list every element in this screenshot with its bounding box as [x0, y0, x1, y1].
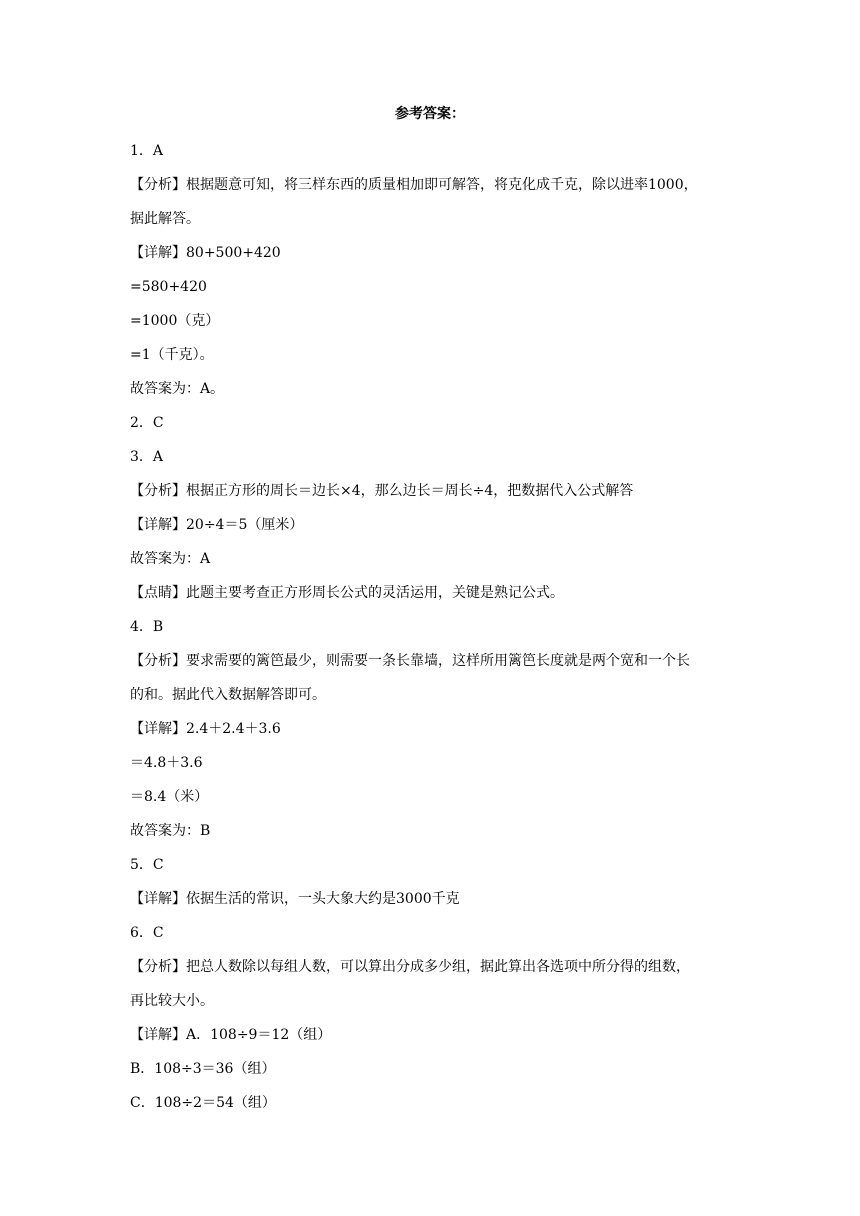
answer-line: 【点睛】此题主要考查正方形周长公式的灵活运用，关键是熟记公式。	[130, 585, 564, 601]
answer-line: =1（千克）。	[130, 347, 214, 363]
answer-line: 3．A	[130, 449, 164, 465]
answer-line: B．108÷3＝36（组）	[130, 1061, 276, 1077]
answer-line: 【分析】根据正方形的周长＝边长×4，那么边长＝周长÷4，把数据代入公式解答	[130, 483, 634, 499]
answer-line: ＝8.4（米）	[130, 789, 209, 805]
answer-line: 【详解】A．108÷9＝12（组）	[130, 1027, 332, 1043]
answer-line: 4．B	[130, 619, 164, 635]
page-title: 参考答案：	[395, 106, 465, 122]
answer-line: 【分析】要求需要的篱笆最少，则需要一条长靠墙，这样所用篱笆长度就是两个宽和一个长	[130, 653, 690, 669]
answer-line: ＝4.8＋3.6	[130, 755, 203, 771]
answer-line: 【详解】依据生活的常识，一头大象大约是3000千克	[130, 891, 460, 907]
answer-line: 1．A	[130, 143, 164, 159]
answer-line: C．108÷2＝54（组）	[130, 1095, 276, 1111]
answer-line: 【详解】2.4＋2.4＋3.6	[130, 721, 281, 737]
answer-line: =1000（克）	[130, 313, 220, 329]
answer-content	[130, 134, 735, 1120]
answer-line: 故答案为：A。	[130, 381, 225, 397]
answer-line: 【详解】80+500+420	[130, 245, 281, 261]
answer-line: 故答案为：B	[130, 823, 211, 839]
answer-line: 【分析】把总人数除以每组人数，可以算出分成多少组，据此算出各选项中所分得的组数，	[130, 959, 690, 975]
answer-line: 2．C	[130, 415, 164, 431]
answer-line: 【分析】根据题意可知，将三样东西的质量相加即可解答，将克化成千克，除以进率1000，	[130, 177, 698, 193]
answer-line: 据此解答。	[130, 211, 200, 227]
answer-line: 6．C	[130, 925, 164, 941]
answer-line: 【详解】20÷4＝5（厘米）	[130, 517, 304, 533]
answer-line: 5．C	[130, 857, 164, 873]
answer-line: 的和。据此代入数据解答即可。	[130, 687, 326, 703]
answer-line: 再比较大小。	[130, 993, 214, 1009]
answer-line: 故答案为：A	[130, 551, 211, 567]
answer-line: =580+420	[130, 279, 207, 295]
